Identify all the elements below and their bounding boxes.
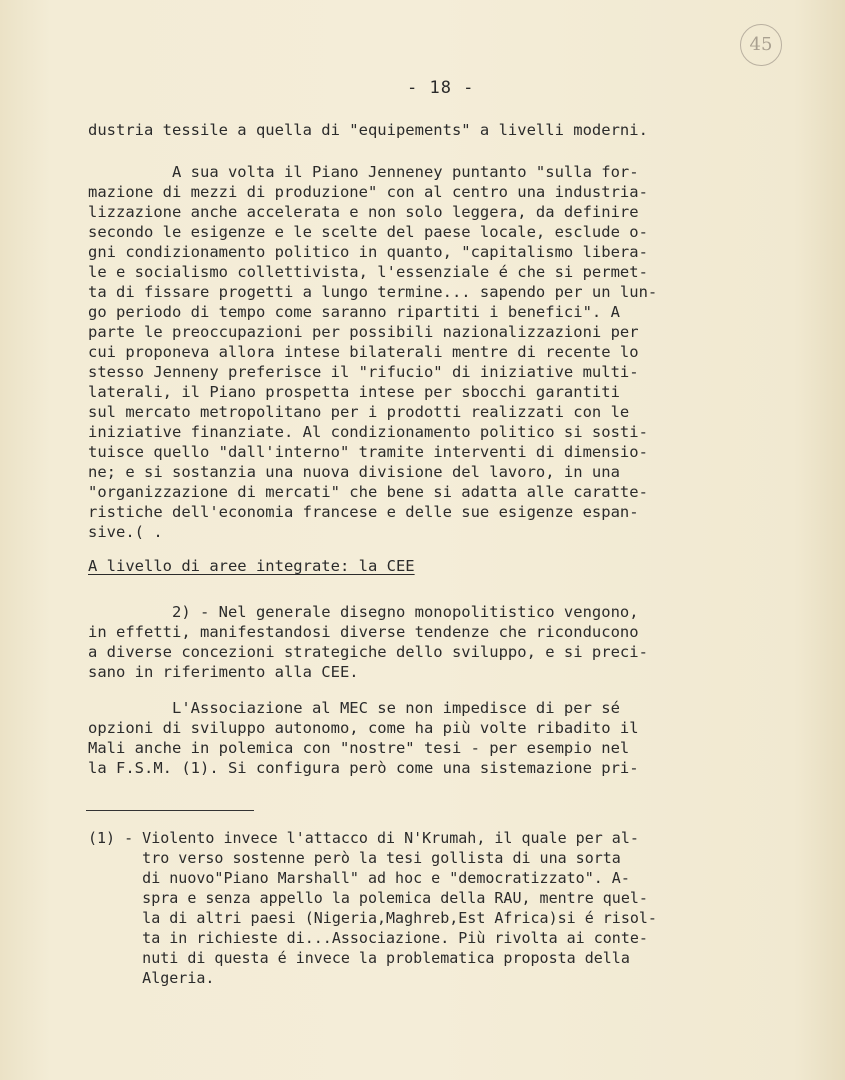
text-line: Mali anche in polemica con "nostre" tesi - per esempio nel	[88, 739, 630, 757]
section-heading: A livello di aree integrate: la CEE	[88, 557, 415, 575]
text-line: parte le preoccupazioni per possibili nazionalizzazioni per	[88, 323, 639, 341]
text-line: lizzazione anche accelerata e non solo leggera, da definire	[88, 203, 639, 221]
text-line: la F.S.M. (1). Si configura però come una sistemazione pri-	[88, 759, 639, 777]
archive-page-stamp: 45	[740, 24, 782, 66]
text-line: sive.( .	[88, 523, 163, 541]
footnote-line: nuti di questa é invece la problematica proposta della	[88, 949, 630, 967]
text-line: A sua volta il Piano Jenneney puntanto "sulla for-	[88, 163, 639, 181]
text-line: opzioni di sviluppo autonomo, come ha più volte ribadito il	[88, 719, 639, 737]
footnote-line: Algeria.	[88, 969, 215, 987]
text-line: ne; e si sostanzia una nuova divisione del lavoro, in una	[88, 463, 620, 481]
text-line: cui proponeva allora intese bilaterali mentre di recente lo	[88, 343, 639, 361]
text-line: go periodo di tempo come saranno ripartiti i benefici". A	[88, 303, 620, 321]
text-line: sano in riferimento alla CEE.	[88, 663, 359, 681]
footnote-line: ta in richieste di...Associazione. Più rivolta ai conte-	[88, 929, 648, 947]
text-line: le e socialismo collettivista, l'essenziale é che si permet-	[88, 263, 648, 281]
footnote-line: spra e senza appello la polemica della RAU, mentre quel-	[88, 889, 648, 907]
text-line: stesso Jenneny preferisce il "rifucio" di iniziative multi-	[88, 363, 639, 381]
text-line: in effetti, manifestandosi diverse tendenze che riconducono	[88, 623, 639, 641]
text-line: ristiche dell'economia francese e delle sue esigenze espan-	[88, 503, 639, 521]
footnote-separator	[86, 810, 254, 811]
text-line: tuisce quello "dall'interno" tramite interventi di dimensio-	[88, 443, 648, 461]
footnote-line: tro verso sostenne però la tesi gollista di una sorta	[88, 849, 621, 867]
text-line: dustria tessile a quella di "equipements" a livelli moderni.	[88, 121, 648, 139]
page-number: - 18 -	[407, 78, 475, 98]
text-line: 2) - Nel generale disegno monopolitistico vengono,	[88, 603, 639, 621]
footnote-line: (1) - Violento invece l'attacco di N'Krumah, il quale per al-	[88, 829, 639, 847]
footnote-line: di nuovo"Piano Marshall" ad hoc e "democratizzato". A-	[88, 869, 630, 887]
text-line: "organizzazione di mercati" che bene si adatta alle caratte-	[88, 483, 648, 501]
text-line: secondo le esigenze e le scelte del paese locale, esclude o-	[88, 223, 648, 241]
text-line: a diverse concezioni strategiche dello sviluppo, e si preci-	[88, 643, 648, 661]
text-line: iniziative finanziate. Al condizionamento politico si sosti-	[88, 423, 648, 441]
text-line: sul mercato metropolitano per i prodotti realizzati con le	[88, 403, 630, 421]
text-line: laterali, il Piano prospetta intese per sbocchi garantiti	[88, 383, 620, 401]
text-line: L'Associazione al MEC se non impedisce di per sé	[88, 699, 620, 717]
text-line: gni condizionamento politico in quanto, "capitalismo libera-	[88, 243, 648, 261]
text-line: mazione di mezzi di produzione" con al centro una industria-	[88, 183, 648, 201]
footnote-line: la di altri paesi (Nigeria,Maghreb,Est Africa)si é risol-	[88, 909, 657, 927]
text-line: ta di fissare progetti a lungo termine... sapendo per un lun-	[88, 283, 658, 301]
